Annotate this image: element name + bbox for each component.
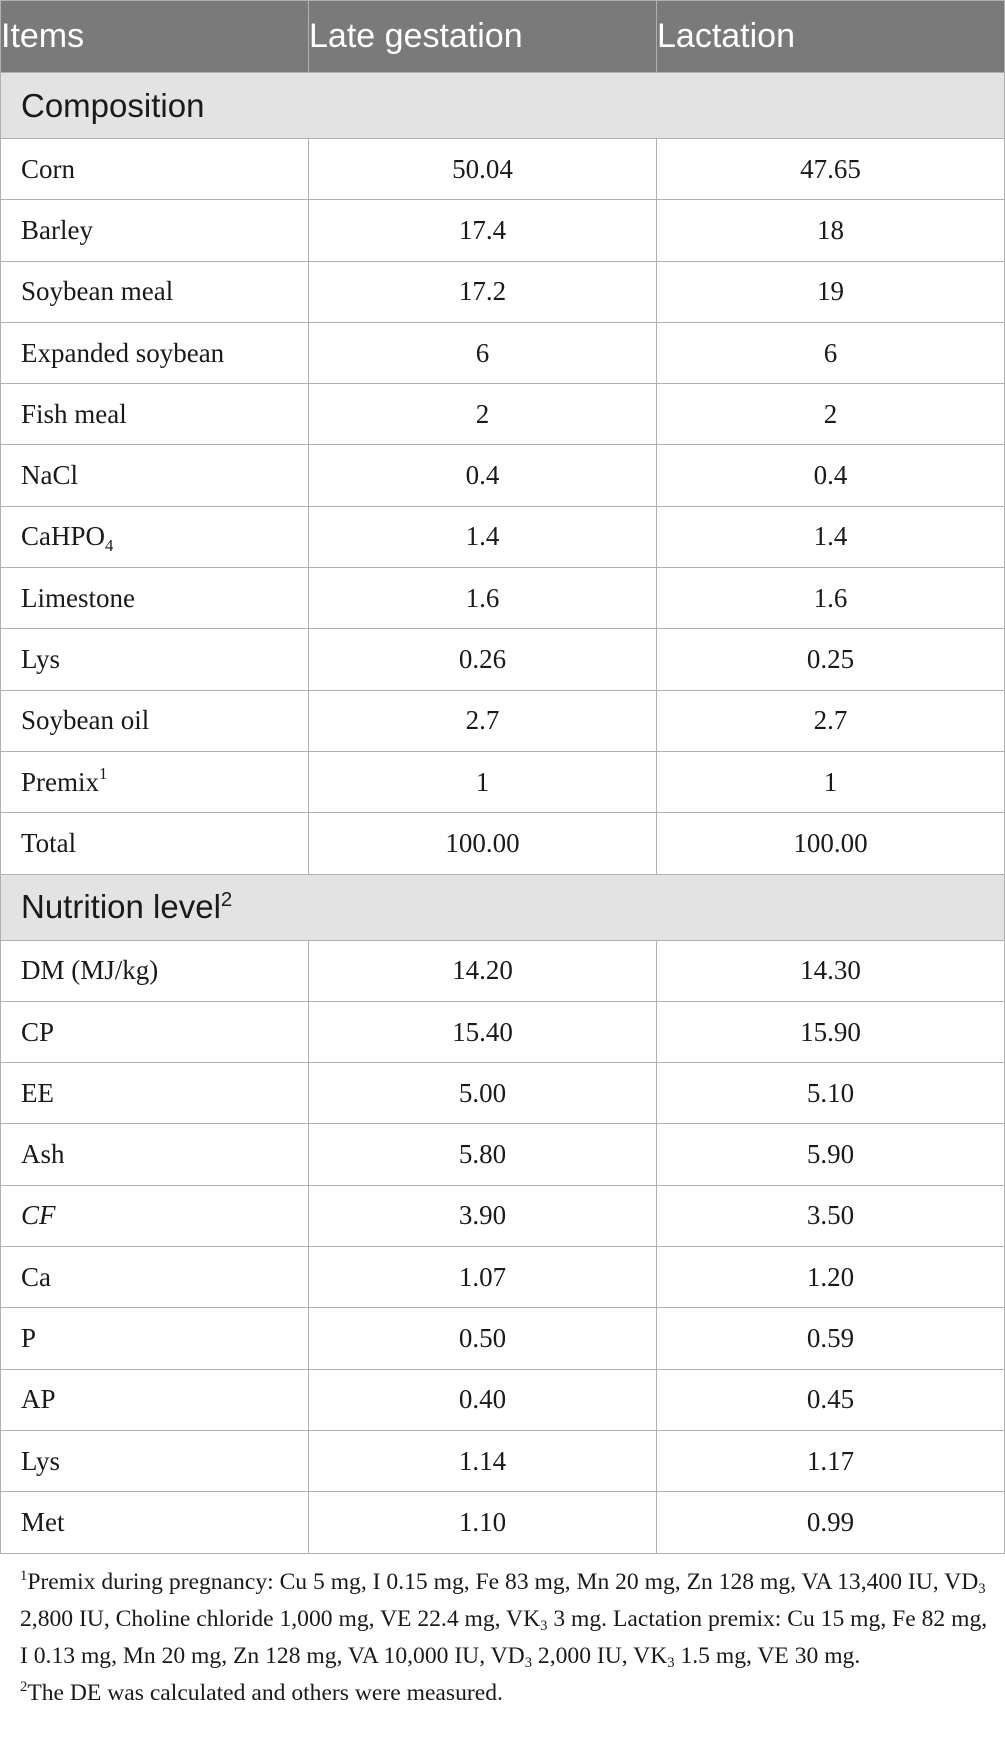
table-footnotes	[20, 1565, 995, 1713]
late-gestation-value: 6	[309, 322, 657, 383]
header-lactation: Lactation	[657, 1, 1005, 73]
row-label: Lys	[1, 629, 309, 690]
footnote-2-text: The DE was calculated and others were measured.	[27, 1680, 503, 1706]
row-label-text: CF	[21, 1200, 56, 1231]
table-row	[1, 1124, 1005, 1185]
lactation-value: 1.6	[657, 568, 1005, 629]
row-label: P	[1, 1308, 309, 1369]
lactation-value: 5.90	[657, 1124, 1005, 1185]
late-gestation-value: 5.00	[309, 1063, 657, 1124]
lactation-value: 0.45	[657, 1369, 1005, 1430]
footnote-1-text-d: 2,000 IU, VK	[532, 1643, 668, 1669]
table-row	[1, 629, 1005, 690]
table-row	[1, 1185, 1005, 1246]
table-row	[1, 1430, 1005, 1491]
lactation-value: 5.10	[657, 1063, 1005, 1124]
table-row	[1, 813, 1005, 874]
footnote-1-text-c: 3 mg. Lactation premix: Cu 15 mg, Fe 82 mg, I 0.13 mg, Mn 20 mg, Zn 128 mg, VA 10,000 IU, VD	[20, 1606, 988, 1669]
row-label: CP	[1, 1001, 309, 1062]
late-gestation-value: 1.4	[309, 506, 657, 567]
row-label-premix	[1, 751, 309, 812]
footnote-2	[20, 1676, 995, 1713]
subscript: 3	[978, 1581, 986, 1597]
late-gestation-value: 1.07	[309, 1247, 657, 1308]
lactation-value: 100.00	[657, 813, 1005, 874]
lactation-value: 14.30	[657, 940, 1005, 1001]
table-row	[1, 1308, 1005, 1369]
footnote-1	[20, 1565, 995, 1676]
header-row	[1, 1, 1005, 73]
lactation-value: 2	[657, 384, 1005, 445]
row-label: DM (MJ/kg)	[1, 940, 309, 1001]
subscript: 3	[540, 1618, 548, 1634]
lactation-value: 18	[657, 200, 1005, 261]
row-label: EE	[1, 1063, 309, 1124]
late-gestation-value: 1.10	[309, 1492, 657, 1553]
table-row	[1, 200, 1005, 261]
late-gestation-value: 1.14	[309, 1430, 657, 1491]
late-gestation-value: 0.4	[309, 445, 657, 506]
subscript: 4	[105, 536, 114, 556]
subscript: 3	[524, 1655, 532, 1671]
lactation-value: 0.59	[657, 1308, 1005, 1369]
section-composition	[1, 73, 1005, 139]
table-row	[1, 139, 1005, 200]
lactation-value: 1	[657, 751, 1005, 812]
section-nutrition-level	[1, 874, 1005, 940]
table-row	[1, 261, 1005, 322]
table-row	[1, 751, 1005, 812]
section-title: Composition	[1, 73, 1005, 139]
row-label: Corn	[1, 139, 309, 200]
footnote-1-text-e: 1.5 mg, VE 30 mg.	[674, 1643, 861, 1669]
late-gestation-value: 2	[309, 384, 657, 445]
table-row	[1, 940, 1005, 1001]
lactation-value: 6	[657, 322, 1005, 383]
header-late-gestation: Late gestation	[309, 1, 657, 73]
footnote-1-text-a: Premix during pregnancy: Cu 5 mg, I 0.15 mg, Fe 83 mg, Mn 20 mg, Zn 128 mg, VA 13,400 IU, VD	[27, 1569, 979, 1595]
table-row	[1, 1492, 1005, 1553]
table-row	[1, 384, 1005, 445]
late-gestation-value: 1	[309, 751, 657, 812]
row-label-cahpo4	[1, 506, 309, 567]
footnote-2-marker: 2	[20, 1679, 28, 1695]
header-items: Items	[1, 1, 309, 73]
late-gestation-value: 100.00	[309, 813, 657, 874]
late-gestation-value: 17.2	[309, 261, 657, 322]
lactation-value: 15.90	[657, 1001, 1005, 1062]
table-row	[1, 568, 1005, 629]
late-gestation-value: 1.6	[309, 568, 657, 629]
footnote-marker: 1	[99, 763, 108, 783]
row-label: Soybean oil	[1, 690, 309, 751]
row-label: Soybean meal	[1, 261, 309, 322]
row-label-text: CaHPO	[21, 521, 106, 552]
row-label: Lys	[1, 1430, 309, 1491]
lactation-value: 2.7	[657, 690, 1005, 751]
lactation-value: 3.50	[657, 1185, 1005, 1246]
row-label: AP	[1, 1369, 309, 1430]
row-label: Met	[1, 1492, 309, 1553]
footnote-1-text-b: 2,800 IU, Choline chloride 1,000 mg, VE 22.4 mg, VK	[20, 1606, 541, 1632]
late-gestation-value: 50.04	[309, 139, 657, 200]
late-gestation-value: 0.26	[309, 629, 657, 690]
row-label: Ca	[1, 1247, 309, 1308]
table-row	[1, 322, 1005, 383]
table-row	[1, 1001, 1005, 1062]
section-title-text: Nutrition level	[21, 888, 221, 926]
subscript: 3	[667, 1655, 675, 1671]
row-label: Expanded soybean	[1, 322, 309, 383]
table-row	[1, 1063, 1005, 1124]
lactation-value: 0.99	[657, 1492, 1005, 1553]
table-row	[1, 690, 1005, 751]
row-label: Ash	[1, 1124, 309, 1185]
row-label-text: Premix	[21, 766, 99, 797]
footnote-marker: 2	[220, 888, 233, 912]
late-gestation-value: 3.90	[309, 1185, 657, 1246]
row-label: NaCl	[1, 445, 309, 506]
late-gestation-value: 5.80	[309, 1124, 657, 1185]
late-gestation-value: 14.20	[309, 940, 657, 1001]
row-label: Limestone	[1, 568, 309, 629]
lactation-value: 1.4	[657, 506, 1005, 567]
late-gestation-value: 17.4	[309, 200, 657, 261]
late-gestation-value: 0.40	[309, 1369, 657, 1430]
lactation-value: 0.25	[657, 629, 1005, 690]
lactation-value: 19	[657, 261, 1005, 322]
table-row	[1, 1369, 1005, 1430]
lactation-value: 1.20	[657, 1247, 1005, 1308]
row-label: Barley	[1, 200, 309, 261]
table-row	[1, 445, 1005, 506]
lactation-value: 1.17	[657, 1430, 1005, 1491]
late-gestation-value: 2.7	[309, 690, 657, 751]
late-gestation-value: 0.50	[309, 1308, 657, 1369]
row-label: Total	[1, 813, 309, 874]
row-label-cf	[1, 1185, 309, 1246]
section-title	[1, 874, 1005, 940]
table-row	[1, 506, 1005, 567]
lactation-value: 47.65	[657, 139, 1005, 200]
lactation-value: 0.4	[657, 445, 1005, 506]
footnote-1-marker: 1	[20, 1568, 28, 1584]
row-label: Fish meal	[1, 384, 309, 445]
late-gestation-value: 15.40	[309, 1001, 657, 1062]
table-row	[1, 1247, 1005, 1308]
